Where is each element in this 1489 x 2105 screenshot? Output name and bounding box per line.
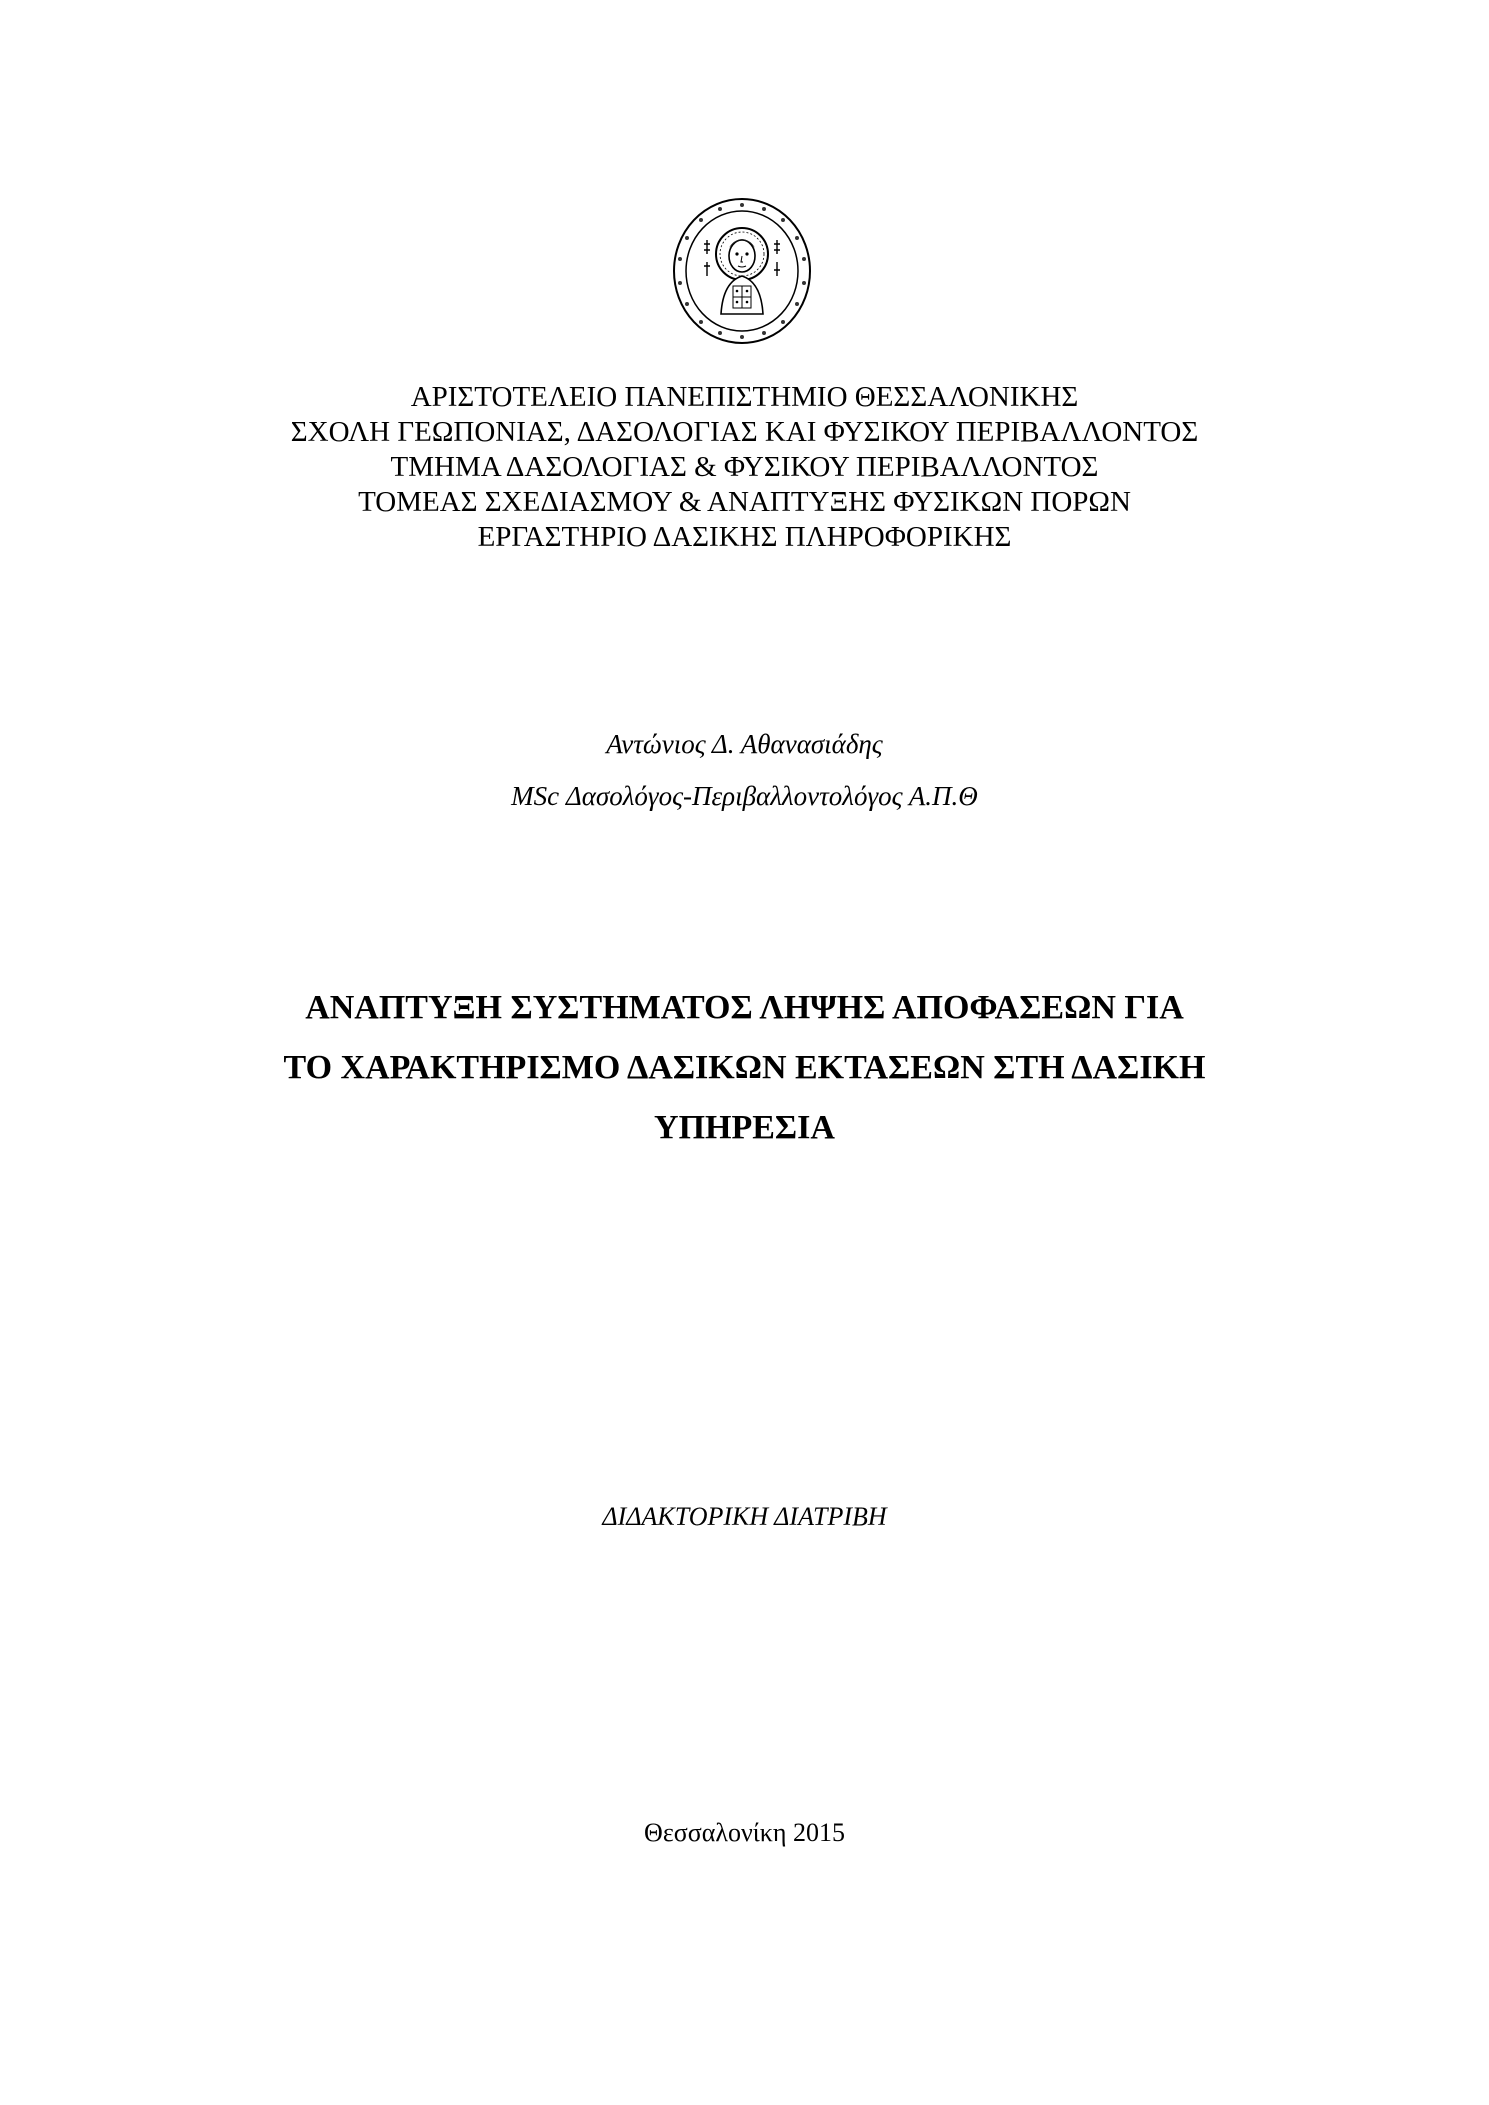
university-name: ΑΡΙΣΤΟΤΕΛΕΙΟ ΠΑΝΕΠΙΣΤΗΜΙΟ ΘΕΣΣΑΛΟΝΙΚΗΣ [410, 381, 1079, 413]
author-credentials: MSc Δασολόγος-Περιβαλλοντολόγος Α.Π.Θ [511, 781, 978, 811]
sector-name: ΤΟΜΕΑΣ ΣΧΕΔΙΑΣΜΟΥ & ΑΝΑΠΤΥΞΗΣ ΦΥΣΙΚΩΝ ΠΟΡΩΝ [358, 486, 1131, 518]
university-seal-icon [671, 196, 813, 346]
author-name: Αντώνιος Δ. Αθανασιάδης [606, 729, 883, 759]
institution-block [0, 380, 1489, 555]
title-line: ΑΝΑΠΤΥΞΗ ΣΥΣΤΗΜΑΤΟΣ ΛΗΨΗΣ ΑΠΟΦΑΣΕΩΝ ΓΙΑ [305, 989, 1184, 1026]
title-line: ΥΠΗΡΕΣΙΑ [654, 1109, 835, 1146]
place-year: Θεσσαλονίκη 2015 [644, 1818, 845, 1847]
school-name: ΣΧΟΛΗ ΓΕΩΠΟΝΙΑΣ, ΔΑΣΟΛΟΓΙΑΣ ΚΑΙ ΦΥΣΙΚΟΥ ΠΕΡΙΒΑΛΛΟΝΤΟΣ [290, 416, 1199, 448]
department-name: ΤΜΗΜΑ ΔΑΣΟΛΟΓΙΑΣ & ΦΥΣΙΚΟΥ ΠΕΡΙΒΑΛΛΟΝΤΟΣ [390, 451, 1099, 483]
title-line: ΤΟ ΧΑΡΑΚΤΗΡΙΣΜΟ ΔΑΣΙΚΩΝ ΕΚΤΑΣΕΩΝ ΣΤΗ ΔΑΣΙΚΗ [283, 1049, 1206, 1086]
author-block [0, 718, 1489, 822]
laboratory-name: ΕΡΓΑΣΤΗΡΙΟ ΔΑΣΙΚΗΣ ΠΛΗΡΟΦΟΡΙΚΗΣ [477, 521, 1012, 553]
thesis-title [0, 978, 1489, 1158]
document-type: ΔΙΔΑΚΤΟΡΙΚΗ ΔΙΑΤΡΙΒΗ [602, 1502, 887, 1531]
